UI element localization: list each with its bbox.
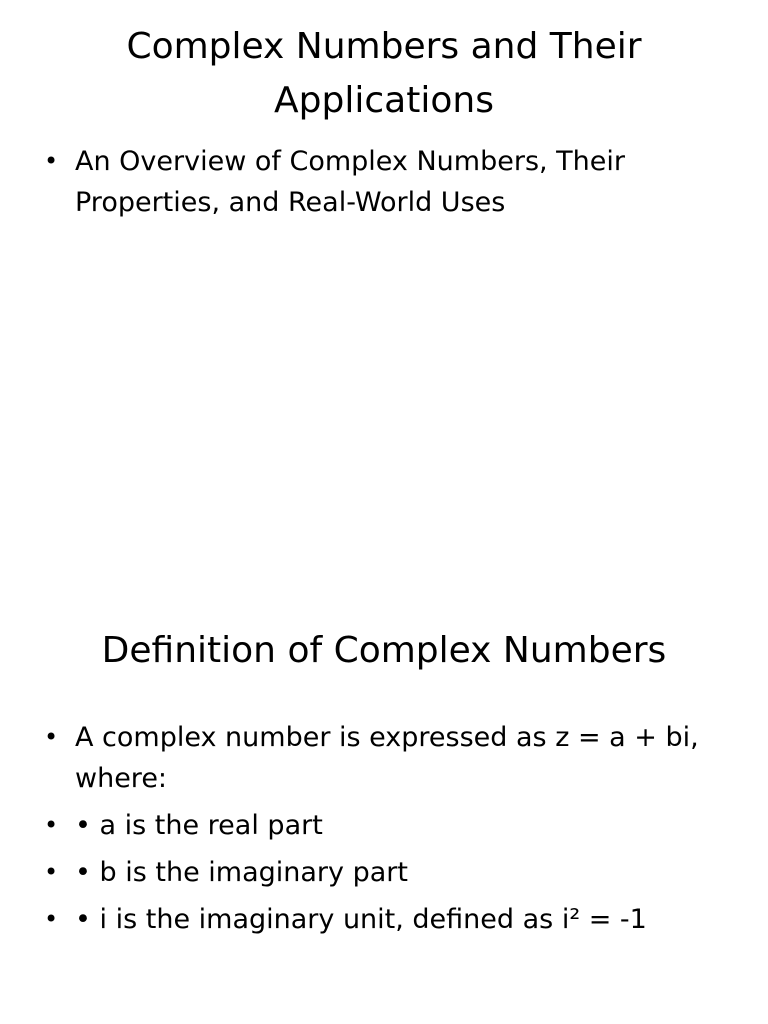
slide-title: Definition of Complex Numbers bbox=[101, 630, 667, 671]
bullet-text: • i is the imaginary unit, defined as i² = -1 bbox=[75, 904, 647, 935]
bullet-dot-icon: • bbox=[44, 905, 59, 933]
bullet-dot-icon: • bbox=[44, 858, 59, 886]
bullet-text: A complex number is expressed as z = a + bi, where: bbox=[75, 722, 699, 794]
bullet-item bbox=[38, 899, 718, 940]
slide-title: Complex Numbers and Their Applications bbox=[126, 26, 642, 121]
bullet-text: • a is the real part bbox=[75, 810, 323, 841]
bullet-text: An Overview of Complex Numbers, Their Properties, and Real-World Uses bbox=[75, 146, 625, 218]
bullet-list bbox=[38, 141, 718, 223]
slide-definition bbox=[0, 512, 768, 1024]
bullet-item bbox=[38, 141, 718, 223]
bullet-dot-icon: • bbox=[44, 811, 59, 839]
bullet-item bbox=[38, 805, 718, 846]
bullet-item bbox=[38, 852, 718, 893]
bullet-item bbox=[38, 717, 718, 799]
bullet-dot-icon: • bbox=[44, 147, 59, 175]
bullet-list bbox=[38, 717, 718, 946]
bullet-dot-icon: • bbox=[44, 723, 59, 751]
bullet-text: • b is the imaginary part bbox=[75, 857, 408, 888]
